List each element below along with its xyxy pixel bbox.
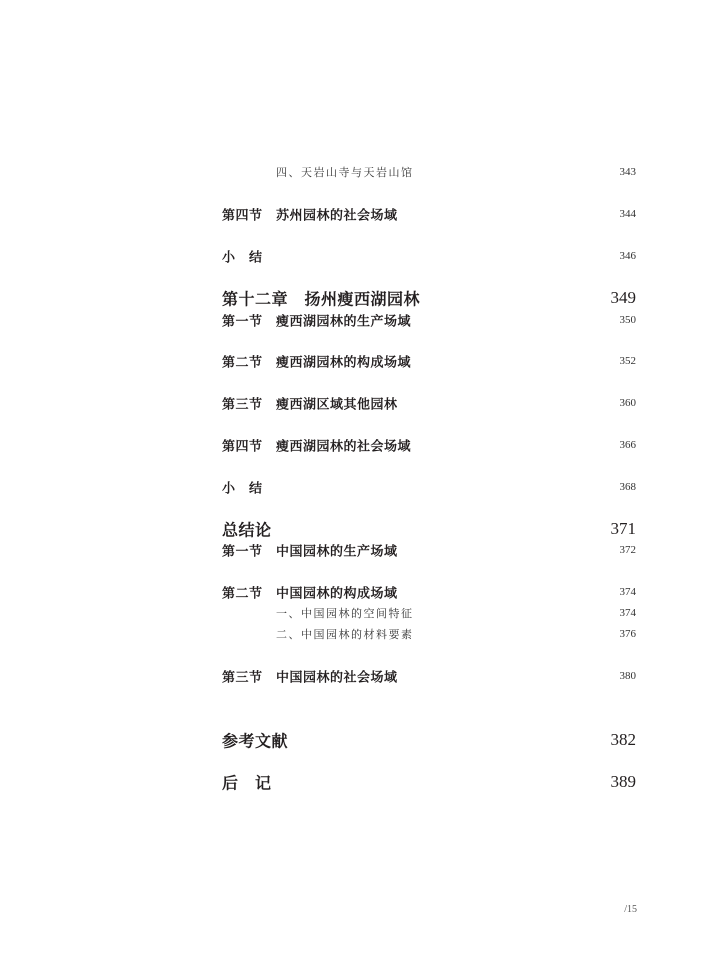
toc-entry-title: 第二节 中国园林的构成场域 [222, 586, 398, 602]
toc-entry-page: 380 [619, 670, 636, 682]
toc-entry-title: 第三节 瘦西湖区域其他园林 [222, 397, 398, 413]
toc-entry-title: 小 结 [222, 481, 263, 497]
toc-entry-page: 352 [619, 355, 636, 367]
toc-entry-title: 后 记 [222, 773, 272, 793]
toc-entry-chapter [222, 728, 636, 752]
toc-entry-page: 376 [619, 628, 636, 640]
toc-entry-title: 第四节 苏州园林的社会场域 [222, 208, 398, 224]
toc-entry-title: 第二节 瘦西湖园林的构成场域 [222, 355, 412, 371]
toc-entry-title: 小 结 [222, 250, 263, 266]
toc-entry-page: 360 [619, 397, 636, 409]
toc-entry-chapter [222, 286, 636, 310]
toc-entry-page: 350 [619, 314, 636, 326]
toc-entry-section [222, 349, 636, 373]
toc-entry-title: 四、天岩山寺与天岩山馆 [276, 166, 414, 179]
toc-entry-title: 总结论 [222, 520, 272, 540]
page-number-marker: /15 [624, 904, 637, 915]
toc-entry-page: 349 [610, 288, 636, 307]
toc-entry-page: 366 [619, 439, 636, 451]
toc-entry-page: 382 [610, 730, 636, 749]
toc-entry-section [222, 244, 636, 268]
toc-entry-section [222, 538, 636, 562]
toc-entry-page: 344 [619, 208, 636, 220]
toc-entry-page: 374 [619, 586, 636, 598]
toc-entry-page: 368 [619, 481, 636, 493]
toc-entry-title: 第一节 中国园林的生产场域 [222, 544, 398, 560]
toc-entry-title: 第一节 瘦西湖园林的生产场域 [222, 314, 412, 330]
toc-entry-subsection [222, 160, 636, 184]
toc-entry-page: 372 [619, 544, 636, 556]
toc-entry-section [222, 202, 636, 226]
toc-entry-section [222, 664, 636, 688]
toc-entry-title: 一、中国园林的空间特征 [276, 607, 414, 620]
toc-entry-page: 389 [610, 772, 636, 791]
toc-entry-section [222, 308, 636, 332]
toc-entry-title: 第十二章 扬州瘦西湖园林 [222, 289, 421, 309]
toc-entry-title: 参考文献 [222, 731, 289, 751]
toc-entry-chapter [222, 770, 636, 794]
toc-entry-page: 346 [619, 250, 636, 262]
toc-entry-title: 第四节 瘦西湖园林的社会场域 [222, 439, 412, 455]
toc-entry-section [222, 475, 636, 499]
toc-entry-page: 374 [619, 607, 636, 619]
toc-entry-page: 371 [610, 519, 636, 538]
toc-entry-title: 二、中国园林的材料要素 [276, 628, 414, 641]
toc-entry-title: 第三节 中国园林的社会场域 [222, 670, 398, 686]
toc-entry-section [222, 433, 636, 457]
toc-entry-section [222, 391, 636, 415]
toc-entry-page: 343 [619, 166, 636, 178]
toc-entry-subsection [222, 622, 636, 646]
